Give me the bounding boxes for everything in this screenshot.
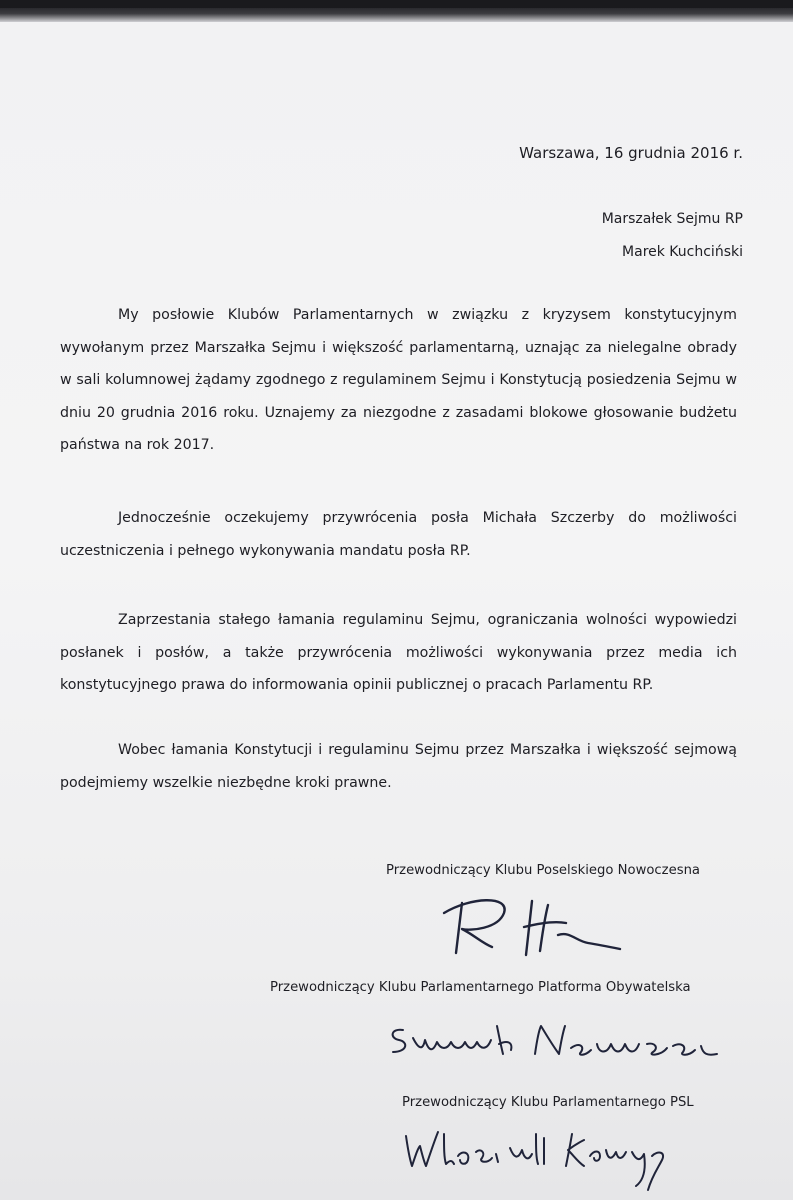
letter-page (0, 8, 793, 1200)
signature-psl (400, 1120, 700, 1195)
body-paragraph-4: Wobec łamania Konstytucji i regulaminu Sejmu przez Marszałka i większość sejmową podejmiemy wszelkie niezbędne kroki prawne. (60, 742, 737, 791)
signature-nowoczesna (440, 891, 630, 961)
signatory-label-psl: Przewodniczący Klubu Parlamentarnego PSL (402, 1095, 694, 1110)
signature-platforma (385, 1016, 725, 1066)
body-paragraph-3: Zaprzestania stałego łamania regulaminu Sejmu, ograniczania wolności wypowiedzi posłanek i posłów, a także przywrócenia możliwości wykonywania przez media ich konstytucyjnego prawa do informowania opinii publicznej o pracach Parlamentu RP. (60, 612, 737, 693)
place-and-date: Warszawa, 16 grudnia 2016 r. (519, 144, 743, 162)
body-paragraph-1: My posłowie Klubów Parlamentarnych w związku z kryzysem konstytucyjnym wywołanym przez Marszałka Sejmu i większość parlamentarną, uznając za nielegalne obrady w sali kolumnowej żądamy zgodnego z regulaminem Sejmu i Konstytucją posiedzenia Sejmu w dniu 20 grudnia 2016 roku. Uznajemy za niezgodne z zasadami blokowe głosowanie budżetu państwa na rok 2017. (60, 307, 737, 453)
signatory-label-nowoczesna: Przewodniczący Klubu Poselskiego Nowoczesna (386, 863, 701, 878)
signatory-label-platforma: Przewodniczący Klubu Parlamentarnego Platforma Obywatelska (270, 980, 691, 995)
scan-top-edge (0, 8, 793, 22)
addressee-name: Marek Kuchciński (622, 244, 743, 260)
body-paragraph-2: Jednocześnie oczekujemy przywrócenia posła Michała Szczerby do możliwości uczestniczenia i pełnego wykonywania mandatu posła RP. (60, 510, 737, 559)
addressee-title: Marszałek Sejmu RP (601, 211, 743, 227)
